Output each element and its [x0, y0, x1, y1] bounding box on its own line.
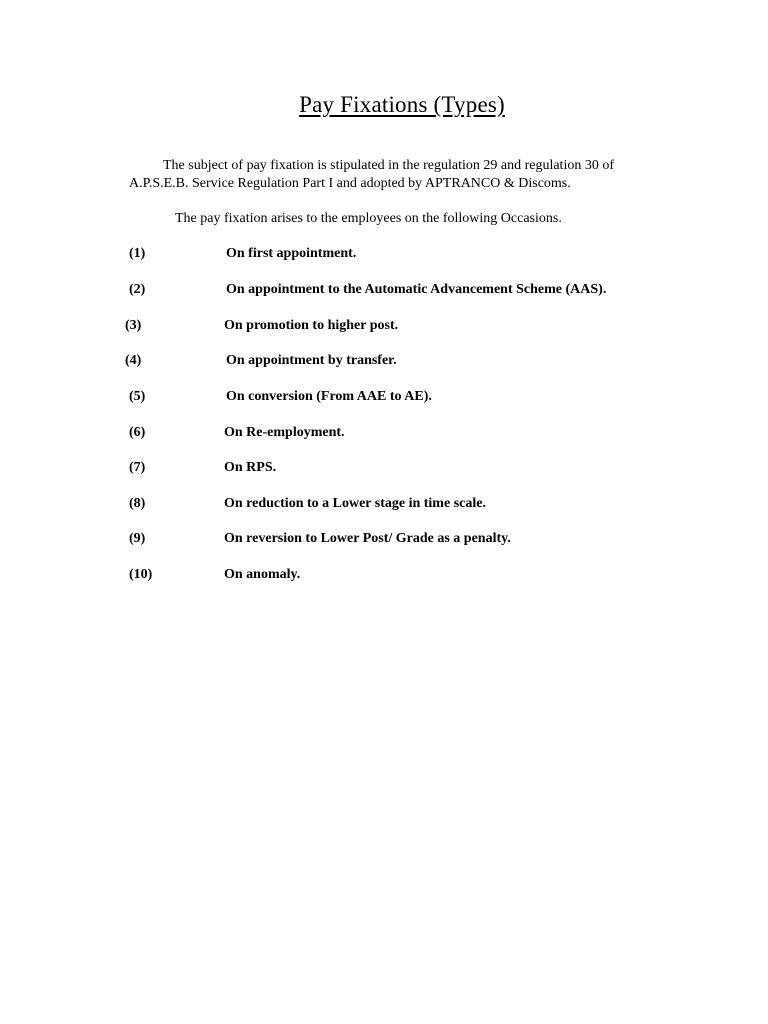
list-item-number: (3)	[125, 318, 142, 333]
list-item-number: (7)	[129, 460, 146, 475]
list-item-text: On reduction to a Lower stage in time scale.	[224, 496, 486, 511]
list-item-number: (1)	[129, 246, 146, 261]
list-item	[0, 353, 768, 373]
list-item-number: (10)	[129, 567, 153, 582]
list-item-text: On reversion to Lower Post/ Grade as a penalty.	[224, 531, 511, 546]
list-item-text: On conversion (From AAE to AE).	[226, 389, 432, 404]
list-item-number: (8)	[129, 496, 146, 511]
list-item-text: On appointment by transfer.	[226, 353, 397, 368]
list-item	[0, 496, 768, 516]
list-item-text: On promotion to higher post.	[224, 318, 399, 333]
list-item-text: On first appointment.	[226, 246, 357, 261]
list-item-text: On appointment to the Automatic Advancement Scheme (AAS).	[226, 282, 607, 297]
occasions-intro: The pay fixation arises to the employees on the following Occasions.	[175, 211, 562, 226]
list-item	[0, 246, 768, 266]
list-item-number: (5)	[129, 389, 146, 404]
list-item-number: (9)	[129, 531, 146, 546]
page-title-text: Pay Fixations (Types)	[299, 92, 505, 117]
list-item	[0, 460, 768, 480]
intro-paragraph-line-2: A.P.S.E.B. Service Regulation Part I and adopted by APTRANCO & Discoms.	[129, 176, 571, 191]
list-item-number: (2)	[129, 282, 146, 297]
list-item-text: On RPS.	[224, 460, 277, 475]
list-item	[0, 531, 768, 551]
list-item	[0, 318, 768, 338]
list-item	[0, 389, 768, 409]
list-item-text: On anomaly.	[224, 567, 301, 582]
list-item	[0, 282, 768, 302]
list-item	[0, 567, 768, 587]
page-title	[0, 92, 768, 118]
intro-paragraph-line-1: The subject of pay fixation is stipulated in the regulation 29 and regulation 30 of	[163, 158, 615, 173]
list-item	[0, 425, 768, 445]
list-item-number: (4)	[125, 353, 142, 368]
list-item-text: On Re-employment.	[224, 425, 345, 440]
list-item-number: (6)	[129, 425, 146, 440]
